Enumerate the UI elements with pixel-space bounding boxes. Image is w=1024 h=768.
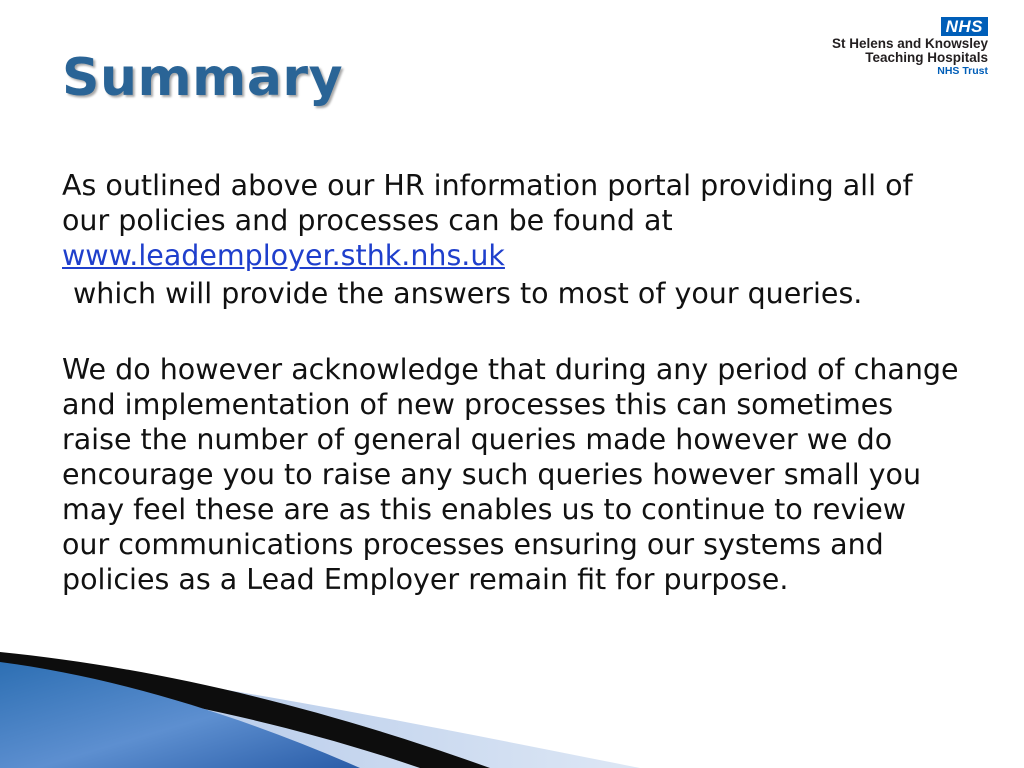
paragraph-portal <box>62 168 962 273</box>
logo-trust: NHS Trust <box>937 65 988 77</box>
logo-org-line2: Teaching Hospitals <box>865 50 988 65</box>
nhs-trust-logo <box>832 17 988 77</box>
paragraph-queries: We do however acknowledge that during any period of change and implementation of new processes this can sometimes raise the number of general queries made however we do encourage you to raise any such queries however small you may feel these are as this enables us to continue to review our communications processes ensuring our systems and policies as a Lead Employer remain fit for purpose. <box>62 353 959 596</box>
paragraph-portal-continuation: which will provide the answers to most of your queries. <box>73 277 863 310</box>
swoosh-light-band <box>0 660 640 768</box>
swoosh-black-stripe <box>0 652 490 768</box>
nhs-logo-badge: NHS <box>941 17 988 36</box>
portal-link[interactable]: www.leademployer.sthk.nhs.uk <box>62 239 505 272</box>
paragraph-portal-intro: As outlined above our HR information portal providing all of our policies and processes can be found at <box>62 169 913 237</box>
logo-org-line1: St Helens and Knowsley <box>831 36 988 51</box>
slide-body <box>62 168 962 597</box>
swoosh-blue-band <box>0 662 360 768</box>
slide-title: Summary <box>62 48 343 108</box>
